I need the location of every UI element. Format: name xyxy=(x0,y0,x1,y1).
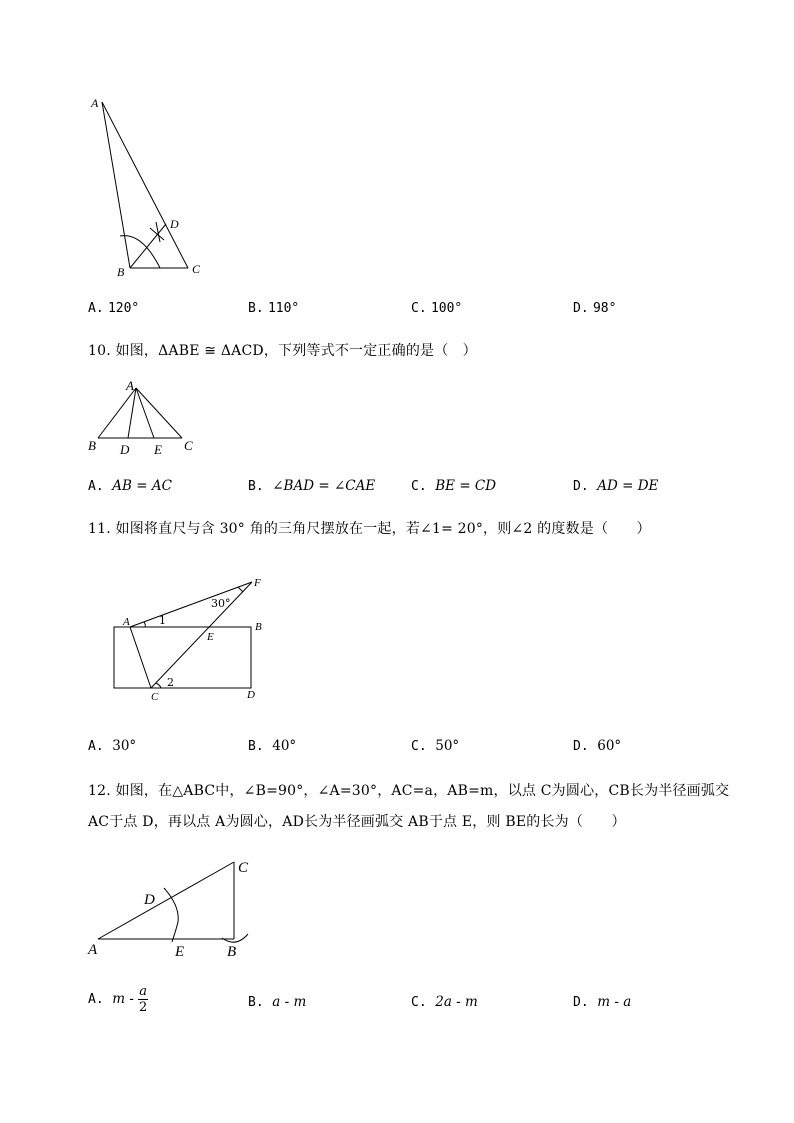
q12-arc-from-c xyxy=(164,888,178,942)
q10-label-a: A xyxy=(126,378,134,393)
q12-label-b: B xyxy=(227,944,237,960)
q11-option-b[interactable]: B. 40° xyxy=(248,738,297,754)
q10-stem: 10. 如图，ΔABE ≅ ΔACD，下列等式不一定正确的是（ ） xyxy=(88,343,477,359)
q11-segment-ac xyxy=(130,627,151,688)
q11-label-f: F xyxy=(254,577,261,589)
q11-label-c: C xyxy=(151,691,159,703)
q10-label-e: E xyxy=(154,442,162,457)
q11-label-angle-1: 1 xyxy=(159,614,166,627)
q12-label-e: E xyxy=(175,944,185,960)
q12-stem-line-1: 12. 如图，在△ABC中，∠B=90°，∠A=30°，AC=a，AB=m，以点 C为圆心，CB长为半径画弧交 xyxy=(88,783,730,799)
q11-label-e: E xyxy=(207,631,214,643)
q9-label-c: C xyxy=(192,262,201,276)
q12-label-d: D xyxy=(144,892,155,908)
q12-label-a: A xyxy=(88,942,98,958)
q12-option-c[interactable]: C. 2a - m xyxy=(411,994,478,1010)
q12-figure xyxy=(84,850,264,965)
q11-label-d: D xyxy=(247,689,255,701)
q10-option-c[interactable]: C. BE = CD xyxy=(411,478,497,494)
q10-label-c: C xyxy=(184,438,193,453)
q12-option-b[interactable]: B. a - m xyxy=(248,994,307,1010)
q9-option-d[interactable]: D. 98° xyxy=(573,301,617,316)
q10-segment-ac xyxy=(136,388,182,438)
q12-stem-line-2: AC于点 D，再以点 A为圆心，AD长为半径画弧交 AB于点 E，则 BE的长为（ ） xyxy=(88,814,626,830)
q11-figure xyxy=(104,570,274,705)
q10-figure xyxy=(84,376,214,458)
q9-segment-ab xyxy=(102,102,130,268)
q12-option-d[interactable]: D. m - a xyxy=(573,994,632,1010)
q10-label-d: D xyxy=(120,442,130,457)
q11-option-a[interactable]: A. 30° xyxy=(88,738,137,754)
q10-label-b: B xyxy=(88,438,96,453)
q11-segment-cf xyxy=(151,582,252,688)
q10-segment-ab xyxy=(98,388,136,438)
q9-segment-ac xyxy=(102,102,188,268)
q10-option-d[interactable]: D. AD = DE xyxy=(573,478,659,494)
q9-option-c[interactable]: C. 100° xyxy=(411,301,463,316)
q9-figure xyxy=(80,90,220,290)
q12-option-a-fraction: $\frac{a}{2}$ xyxy=(138,984,148,1015)
q12-arc-from-a-at-b xyxy=(222,934,248,942)
q11-angle-30-arc xyxy=(238,587,243,592)
q10-segment-ae xyxy=(136,388,154,438)
q12-segment-ac xyxy=(98,862,234,939)
q11-label-angle-30: 30° xyxy=(211,597,231,610)
q11-option-c[interactable]: C. 50° xyxy=(411,738,460,754)
q11-stem: 11. 如图将直尺与含 30° 角的三角尺摆放在一起，若∠1= 20°，则∠2 的度数是（ ） xyxy=(88,521,651,537)
q10-option-b[interactable]: B. ∠BAD = ∠CAE xyxy=(248,478,376,494)
q9-segment-bd xyxy=(130,224,166,268)
q9-label-b: B xyxy=(117,265,125,279)
q10-option-a[interactable]: A. AB = AC xyxy=(88,478,172,494)
q11-label-angle-2: 2 xyxy=(167,676,174,689)
q11-angle-2-arc xyxy=(156,683,161,688)
q10-segment-ad xyxy=(128,388,136,438)
q9-construction-arc xyxy=(120,236,160,268)
q9-option-a[interactable]: A. 120° xyxy=(88,301,140,316)
q11-angle-1-arc xyxy=(144,622,145,627)
q9-label-a: A xyxy=(91,96,99,110)
q11-label-a: A xyxy=(123,616,130,628)
q9-label-d: D xyxy=(170,217,179,231)
q9-option-b[interactable]: B. 110° xyxy=(248,301,300,316)
q11-ruler xyxy=(114,627,251,688)
q11-label-b: B xyxy=(255,621,262,633)
q12-option-a[interactable]: A. m - $\frac{a}{2}$ xyxy=(88,984,148,1015)
q11-segment-af xyxy=(130,582,252,627)
q11-option-d[interactable]: D. 60° xyxy=(573,738,622,754)
q12-label-c: C xyxy=(238,860,249,876)
